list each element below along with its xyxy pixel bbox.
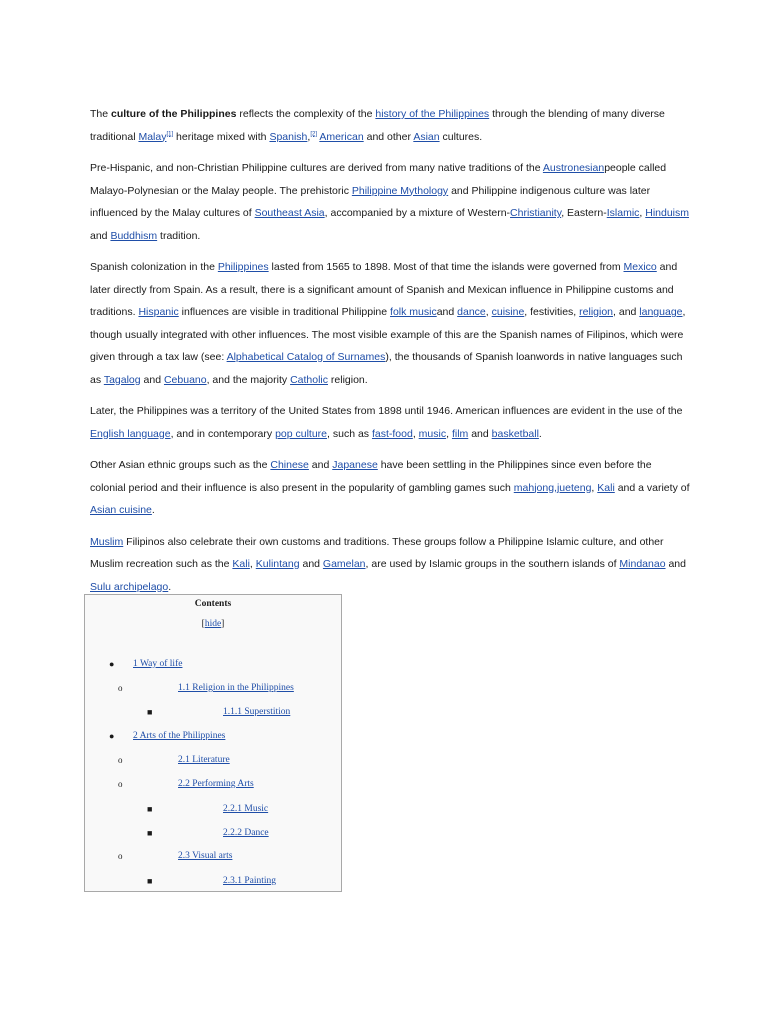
link-asian-cuisine[interactable]: Asian cuisine [90,504,152,516]
square-bullet-icon: ■ [147,876,153,886]
bracket: [ [201,619,205,629]
link-sulu-archipelago[interactable]: Sulu archipelago [90,580,169,593]
circle-bullet-icon: o [118,755,123,765]
text: , and in contemporary [170,427,276,440]
link-islamic[interactable]: Islamic [606,207,640,219]
circle-bullet-icon: o [118,683,123,693]
circle-bullet-icon: o [118,851,123,861]
link-history-of-the-philippines[interactable]: history of the Philippines [375,108,490,120]
text: have been settling in the Philippines since even before the colonial period and their influence is also present in the popularity of gambling games such [90,459,652,494]
link-alphabetical-catalog-of-surnames[interactable]: Alphabetical Catalog of Surnames [226,351,386,363]
text: , [591,481,598,494]
text: ), the thousands of Spanish loanwords in native languages such as [90,351,683,386]
paragraph-american-period [90,400,690,445]
text: reflects the complexity of the [236,108,376,120]
link-basketball[interactable]: basketball [491,427,539,440]
text: and [436,306,458,318]
link-kali[interactable]: Kali [232,558,250,570]
text: , festivities, [524,306,580,318]
toc-link-music[interactable]: 2.2.1 Music [223,804,269,814]
circle-bullet-icon: o [118,779,123,789]
text: and a variety of [614,481,690,494]
paragraph-pre-hispanic [90,157,690,247]
text: heritage mixed with [173,130,270,143]
text: cultures. [439,130,483,143]
link-chinese[interactable]: Chinese [270,459,309,471]
square-bullet-icon: ■ [147,828,153,838]
bullet-icon: ● [109,659,115,669]
link-buddhism[interactable]: Buddhism [110,229,158,242]
toc-hide-link[interactable]: hide [204,619,222,629]
citation-1[interactable]: [1] [166,131,174,137]
toc-hide-toggle [85,619,341,629]
toc-link-performing-arts[interactable]: 2.2 Performing Arts [178,779,254,789]
bracket: ] [221,619,225,629]
link-language[interactable]: language [639,306,683,318]
text: Later, the Philippines was a territory of the United States from 1898 until 1946. American influences are evident in the use of the [90,405,683,417]
toc-link-superstition[interactable]: 1.1.1 Superstition [223,707,291,717]
text: and Philippine indigenous culture was later influenced by the Malay cultures of [90,184,651,219]
paragraph-intro [90,103,690,148]
toc-link-way-of-life[interactable]: 1 Way of life [133,659,183,669]
link-austronesian[interactable]: Austronesian [542,162,605,174]
square-bullet-icon: ■ [147,707,153,717]
text: , [639,207,646,219]
citation-2[interactable]: [2] [310,131,317,137]
paragraph-asian-influence [90,454,690,522]
link-hinduism[interactable]: Hinduism [645,207,690,219]
toc-link-arts[interactable]: 2 Arts of the Philippines [133,731,226,741]
text: . [538,427,542,440]
square-bullet-icon: ■ [147,804,153,814]
toc-link-dance[interactable]: 2.2.2 Dance [223,828,269,838]
link-cuisine[interactable]: cuisine [491,306,525,318]
link-english-language[interactable]: English language [90,427,171,440]
text: lasted from 1565 to 1898. Most of that time the islands were governed from [268,261,624,273]
text: through the blending of many diverse traditional [90,108,665,143]
text: Other Asian ethnic groups such as the [90,459,271,471]
toc-title: Contents [194,599,232,609]
bullet-icon: ● [109,731,115,741]
toc-link-religion[interactable]: 1.1 Religion in the Philippines [178,683,294,693]
link-fast-food[interactable]: fast-food [371,427,413,440]
text: and later directly from Spain. As a result, there is a significant amount of Spanish and Mexican influence in Philippine customs and traditions. [90,261,678,318]
link-tagalog[interactable]: Tagalog [103,373,141,386]
link-kali[interactable]: Kali [597,481,615,494]
link-catholic[interactable]: Catholic [290,373,328,386]
link-cebuano[interactable]: Cebuano [163,373,207,386]
link-kulintang[interactable]: Kulintang [255,558,300,570]
text: and [299,558,323,570]
link-spanish[interactable]: Spanish [269,130,308,143]
text: religion. [328,373,368,386]
text: , Eastern- [561,207,607,219]
text: and [140,373,164,386]
article-subject: culture of the Philippines [111,108,237,120]
text: , [412,427,419,440]
table-of-contents [84,594,342,892]
link-hispanic[interactable]: Hispanic [138,306,179,318]
link-philippines[interactable]: Philippines [217,261,269,273]
link-american[interactable]: American [319,130,364,143]
paragraph-spanish-colonization [90,256,690,391]
link-film[interactable]: film [451,427,469,440]
text: , [446,427,452,440]
text: tradition. [157,229,201,242]
link-asian[interactable]: Asian [413,130,440,143]
text: , and [613,306,640,318]
text: , accompanied by a mixture of Western- [324,207,511,219]
text: Pre-Hispanic, and non-Christian Philippine cultures are derived from many native traditions of the [90,162,543,174]
link-religion[interactable]: religion [579,306,614,318]
text: , [307,130,311,143]
text: and [90,229,111,242]
text: and [308,459,333,471]
toc-link-literature[interactable]: 2.1 Literature [178,755,230,765]
text: people called Malayo-Polynesian or the Malay people. The prehistoric [90,162,667,197]
link-gamelan[interactable]: Gamelan [322,558,366,570]
link-mindanao[interactable]: Mindanao [619,558,666,570]
text: , [485,306,492,318]
text: influences are visible in traditional Philippine [178,306,391,318]
text: Spanish colonization in the [90,261,218,273]
paragraph-muslim [90,531,690,599]
link-philippine-mythology[interactable]: Philippine Mythology [351,184,449,197]
link-muslim[interactable]: Muslim [90,535,124,548]
link-music[interactable]: music [418,427,447,440]
toc-link-visual-arts[interactable]: 2.3 Visual arts [178,851,233,861]
link-malay[interactable]: Malay [138,130,167,143]
text: Filipinos also celebrate their own customs and traditions. These groups follow a Philippine Islamic culture, and other Muslim recreation such as the [90,535,664,570]
link-mexico[interactable]: Mexico [623,261,657,273]
text: . [151,504,155,516]
text: The [90,108,112,120]
text: and [665,558,686,570]
text: , are used by Islamic groups in the southern islands of [365,558,620,570]
link-southeast-asia[interactable]: Southeast Asia [254,207,325,219]
text: , [249,558,256,570]
article-body [90,103,690,607]
toc-link-painting[interactable]: 2.3.1 Painting [223,876,277,886]
text: , such as [327,427,372,440]
link-japanese[interactable]: Japanese [332,459,378,471]
link-mahjong-jueteng[interactable]: mahjong,jueteng [513,481,592,494]
link-dance[interactable]: dance [457,306,486,318]
text: and other [363,130,414,143]
text: and [468,427,492,440]
link-christianity[interactable]: Christianity [510,207,562,219]
text: . [168,580,172,593]
link-folk-music[interactable]: folk music [390,306,437,318]
text: , and the majority [206,373,291,386]
text: , though usually integrated with other influences. The most visible example of this are the Spanish names of Filipinos, which were given through a tax law (see: [90,306,686,363]
link-pop-culture[interactable]: pop culture [275,427,328,440]
